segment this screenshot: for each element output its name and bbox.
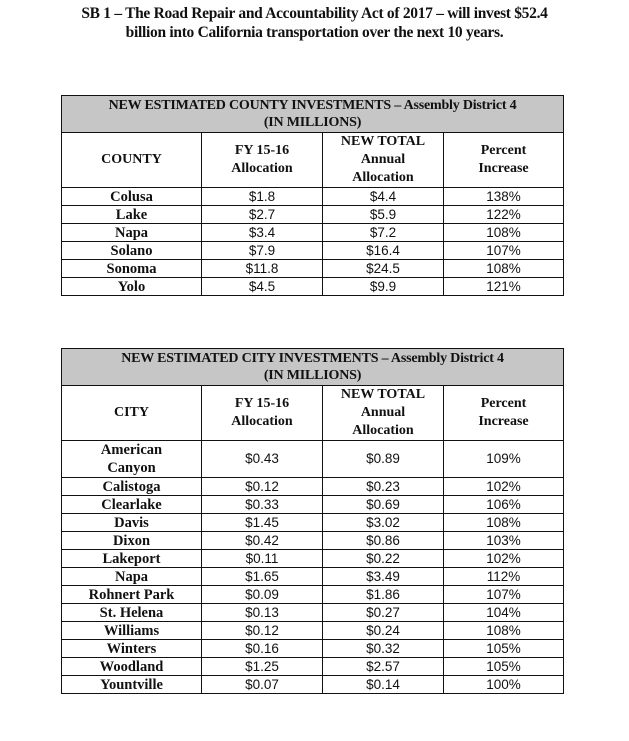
city-name: Calistoga [62, 478, 202, 496]
fy1516-allocation: $0.42 [202, 532, 323, 550]
percent-increase: 138% [444, 188, 564, 206]
new-total-allocation: $16.4 [323, 242, 444, 260]
city-name: Winters [62, 640, 202, 658]
document-title-line-1: SB 1 – The Road Repair and Accountability Act of 2017 – will invest $52.4 [81, 5, 548, 22]
column-header-text: Allocation [352, 170, 414, 185]
new-total-allocation: $0.69 [323, 496, 444, 514]
column-header-fy1516 [202, 133, 323, 188]
new-total-allocation: $2.57 [323, 658, 444, 676]
fy1516-allocation: $0.16 [202, 640, 323, 658]
column-header-text: Increase [478, 414, 529, 429]
fy1516-allocation: $0.11 [202, 550, 323, 568]
new-total-allocation: $0.89 [323, 441, 444, 478]
table-row [62, 441, 564, 478]
percent-increase: 108% [444, 224, 564, 242]
percent-increase: 102% [444, 550, 564, 568]
column-header-row [62, 133, 564, 188]
new-total-allocation: $4.4 [323, 188, 444, 206]
city-name: Napa [62, 568, 202, 586]
county-name: Napa [62, 224, 202, 242]
percent-increase: 104% [444, 604, 564, 622]
column-header-text: NEW TOTAL [340, 387, 426, 402]
table-title-row [62, 349, 564, 386]
column-header-text: Increase [478, 161, 529, 176]
column-header-text: CITY [113, 405, 149, 420]
city-name: Rohnert Park [62, 586, 202, 604]
table-row [62, 658, 564, 676]
fy1516-allocation: $0.07 [202, 676, 323, 694]
county-name: Sonoma [62, 260, 202, 278]
percent-increase: 122% [444, 206, 564, 224]
column-header-row [62, 386, 564, 441]
document-title-line-2: billion into California transportation over the next 10 years. [125, 24, 504, 41]
fy1516-allocation: $0.12 [202, 478, 323, 496]
new-total-allocation: $0.24 [323, 622, 444, 640]
column-header-percent [444, 133, 564, 188]
percent-increase: 102% [444, 478, 564, 496]
table-row [62, 278, 564, 296]
fy1516-allocation: $3.4 [202, 224, 323, 242]
percent-increase: 100% [444, 676, 564, 694]
fy1516-allocation: $1.65 [202, 568, 323, 586]
percent-increase: 105% [444, 658, 564, 676]
county-name: Solano [62, 242, 202, 260]
table-row [62, 622, 564, 640]
city-name: Woodland [62, 658, 202, 676]
table-row [62, 568, 564, 586]
fy1516-allocation: $0.33 [202, 496, 323, 514]
table-row [62, 224, 564, 242]
table-title-line-2: (IN MILLIONS) [263, 368, 362, 383]
fy1516-allocation: $1.25 [202, 658, 323, 676]
fy1516-allocation: $2.7 [202, 206, 323, 224]
new-total-allocation: $24.5 [323, 260, 444, 278]
column-header-text: Annual [360, 152, 406, 167]
new-total-allocation: $5.9 [323, 206, 444, 224]
percent-increase: 108% [444, 514, 564, 532]
table-title [62, 96, 564, 133]
column-header-text: NEW TOTAL [340, 134, 426, 149]
city-name: Clearlake [62, 496, 202, 514]
column-header-text: Allocation [231, 161, 293, 176]
table-title-row [62, 96, 564, 133]
table-title-line-1: NEW ESTIMATED CITY INVESTMENTS – Assembly District 4 [121, 351, 504, 366]
table-title-line-2: (IN MILLIONS) [263, 115, 362, 130]
table-row [62, 188, 564, 206]
column-header-text: FY 15-16 [234, 143, 290, 158]
new-total-allocation: $7.2 [323, 224, 444, 242]
column-header-text: Annual [360, 405, 406, 420]
new-total-allocation: $0.86 [323, 532, 444, 550]
new-total-allocation: $1.86 [323, 586, 444, 604]
fy1516-allocation: $0.13 [202, 604, 323, 622]
city-name: Dixon [62, 532, 202, 550]
fy1516-allocation: $7.9 [202, 242, 323, 260]
column-header-new-total [323, 386, 444, 441]
city-name-line-2: Canyon [107, 460, 156, 476]
table-row [62, 532, 564, 550]
table-row [62, 496, 564, 514]
fy1516-allocation: $11.8 [202, 260, 323, 278]
percent-increase: 112% [444, 568, 564, 586]
column-header-percent [444, 386, 564, 441]
new-total-allocation: $0.14 [323, 676, 444, 694]
new-total-allocation: $0.22 [323, 550, 444, 568]
city-investments-table [61, 348, 564, 694]
table-row [62, 514, 564, 532]
table-title [62, 349, 564, 386]
document-title [0, 4, 629, 42]
table-row [62, 206, 564, 224]
new-total-allocation: $3.02 [323, 514, 444, 532]
percent-increase: 107% [444, 586, 564, 604]
city-name: Lakeport [62, 550, 202, 568]
table-row [62, 676, 564, 694]
new-total-allocation: $3.49 [323, 568, 444, 586]
column-header-fy1516 [202, 386, 323, 441]
column-header-city [62, 386, 202, 441]
fy1516-allocation: $0.09 [202, 586, 323, 604]
table-row [62, 478, 564, 496]
percent-increase: 107% [444, 242, 564, 260]
column-header-text: COUNTY [101, 152, 162, 167]
county-name: Yolo [62, 278, 202, 296]
fy1516-allocation: $0.43 [202, 441, 323, 478]
new-total-allocation: $0.23 [323, 478, 444, 496]
fy1516-allocation: $1.8 [202, 188, 323, 206]
county-investments-table [61, 95, 564, 296]
table-row [62, 260, 564, 278]
city-name: Williams [62, 622, 202, 640]
table-title-line-1: NEW ESTIMATED COUNTY INVESTMENTS – Assembly District 4 [108, 98, 517, 113]
table-row [62, 242, 564, 260]
percent-increase: 105% [444, 640, 564, 658]
fy1516-allocation: $0.12 [202, 622, 323, 640]
city-name [62, 441, 202, 478]
percent-increase: 108% [444, 622, 564, 640]
column-header-text: FY 15-16 [234, 396, 290, 411]
fy1516-allocation: $1.45 [202, 514, 323, 532]
percent-increase: 106% [444, 496, 564, 514]
city-name-line-1: American [100, 442, 163, 458]
column-header-text: Percent [480, 143, 527, 158]
new-total-allocation: $9.9 [323, 278, 444, 296]
column-header-text: Percent [480, 396, 527, 411]
column-header-county [62, 133, 202, 188]
new-total-allocation: $0.27 [323, 604, 444, 622]
column-header-text: Allocation [352, 423, 414, 438]
county-name: Lake [62, 206, 202, 224]
table-row [62, 640, 564, 658]
city-name: Davis [62, 514, 202, 532]
table-row [62, 604, 564, 622]
percent-increase: 121% [444, 278, 564, 296]
column-header-new-total [323, 133, 444, 188]
fy1516-allocation: $4.5 [202, 278, 323, 296]
percent-increase: 109% [444, 441, 564, 478]
table-row [62, 550, 564, 568]
column-header-text: Allocation [231, 414, 293, 429]
city-name: St. Helena [62, 604, 202, 622]
percent-increase: 103% [444, 532, 564, 550]
county-name: Colusa [62, 188, 202, 206]
new-total-allocation: $0.32 [323, 640, 444, 658]
table-row [62, 586, 564, 604]
percent-increase: 108% [444, 260, 564, 278]
city-name: Yountville [62, 676, 202, 694]
